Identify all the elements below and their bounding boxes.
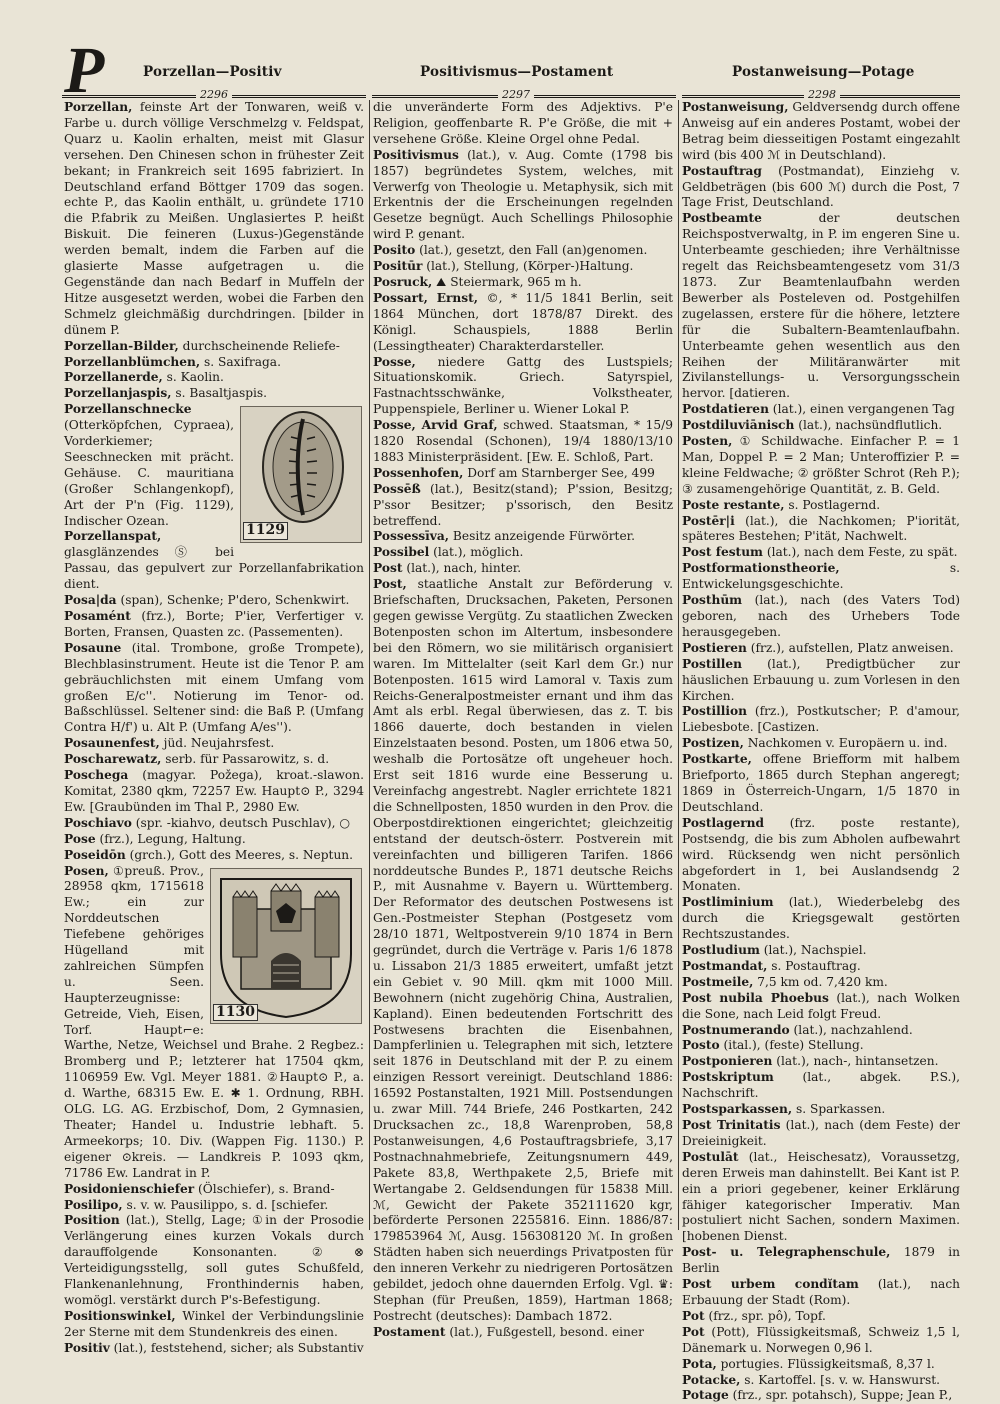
entry-headword: Porzellanerde,	[64, 370, 163, 385]
entry-definition: Besitz anzeigende Fürwörter.	[449, 529, 636, 544]
dictionary-entry	[373, 545, 673, 561]
dictionary-entry	[682, 1118, 960, 1150]
entry-headword: Postponieren	[682, 1054, 773, 1069]
dictionary-entry	[64, 1341, 364, 1357]
entry-definition: (frz.), aufstellen, Platz anweisen.	[746, 640, 954, 655]
entry-headword: Postieren	[682, 640, 747, 655]
dictionary-entry	[64, 339, 364, 355]
dictionary-entry	[64, 386, 364, 402]
page-number-left: 2296	[196, 88, 232, 101]
entry-headword: Postbeamte	[682, 211, 762, 226]
entry-headword: Postauftrag	[682, 163, 762, 178]
column-divider-1	[369, 100, 370, 1230]
dictionary-entry	[682, 1309, 960, 1325]
dictionary-entry	[373, 466, 673, 482]
column-divider-2	[678, 100, 679, 1230]
entry-definition: (lat.), v. Aug. Comte (1798 bis 1857) begründetes System, welches, mit Verwerfg von Theologie u. Metaphysik, sich mit Erkentnis der die Erscheinungen regelnden Gesetze begnügt. Auch Schellings Philosophie wird P. genant.	[373, 147, 673, 242]
dictionary-entry	[64, 736, 364, 752]
dictionary-entry	[64, 848, 364, 864]
entry-definition: (lat.), Wiederbelebg des durch die Kriegsgewalt gestörten Rechtszustandes.	[682, 895, 960, 942]
entry-headword: Positiv	[64, 1340, 110, 1355]
dictionary-entry	[682, 1373, 960, 1389]
entry-definition: s. Postauftrag.	[767, 958, 861, 973]
entry-definition: (lat.), möglich.	[429, 545, 524, 560]
figure-1129	[240, 406, 362, 543]
entry-definition: schwed. Staatsman, * 15/9 1820 Rosendal (Schonen), 19/4 1880/13/10 1883 Ministerpräsident. [Ew. E. Schloß, Part.	[373, 418, 673, 464]
page-letter: P	[64, 34, 105, 107]
entry-definition: (lat.), die Nachkomen; P'iorität, späteres Bestehen; P'ität, Nachwelt.	[682, 513, 960, 544]
entry-headword: Postillion	[682, 704, 747, 719]
entry-definition: 1879 in Berlin	[682, 1245, 960, 1276]
entry-definition: (lat.), nach (des Vaters Tod) geboren, nach des Urhebers Tode herausgegeben.	[682, 593, 960, 639]
entry-headword: Poschiavo	[64, 815, 132, 830]
entry-headword: Postmandat,	[682, 958, 768, 973]
entry-definition: (Postmandat), Einziehg v. Geldbeträgen (bis 600 ℳ) durch die Post, 7 Tage Frist, Deutschland.	[682, 163, 960, 210]
entry-definition: serb. für Passarowitz, s. d.	[161, 752, 330, 767]
entry-definition: (lat.), Stellung, (Körper-)Haltung.	[422, 259, 634, 274]
dictionary-entry	[682, 1277, 960, 1309]
entry-headword: Posruck,	[373, 274, 433, 289]
dictionary-entry	[373, 529, 673, 545]
entry-definition: (ital. Trombone, große Trompete), Blechblasinstrument. Heute ist die Tenor P. am gebräuchlichsten mit einem Umfang vom großen E/c''. Notierung im Tenor- od. Baßschlüssel. Seltener sind: die Baß P. (Umfang Contra H/f') u. Alt P. (Umfang A/es'').	[64, 640, 364, 735]
dictionary-entry	[682, 1357, 960, 1373]
entry-definition: (frz. poste restante), Postsendg, die bis zum Abholen aufbewahrt wird. Rücksendg wen nicht persönlich abgefordert in 1, bei Auslandsendg 2 Monaten.	[682, 815, 960, 894]
entry-headword: Posaunenfest,	[64, 736, 160, 751]
entry-definition: 7,5 km od. 7,420 km.	[753, 974, 888, 989]
dictionary-entry	[682, 100, 960, 164]
entry-headword: Possibel	[373, 545, 430, 560]
entry-headword: Post nubila Phoebus	[682, 990, 829, 1005]
entry-headword: Possart, Ernst,	[373, 290, 478, 305]
dictionary-entry	[682, 959, 960, 975]
entry-definition: (lat., Heischesatz), Voraussetzg, deren Erweis man dahinstellt. Bei Kant ist P. ein a priori gegebener, keiner Erklärung fähiger kategorischer Imperativ. Man postuliert nicht Sachen, sondern Maximen. [hobenen Dienst.	[682, 1149, 960, 1244]
dictionary-entry	[373, 418, 673, 466]
entry-headword: Post Trinitatis	[682, 1118, 781, 1132]
entry-headword: Posilipo,	[64, 1197, 123, 1212]
entry-definition: s. Kartoffel. [s. v. w. Hanswurst.	[740, 1372, 940, 1387]
entry-definition: jüd. Neujahrsfest.	[159, 736, 275, 751]
entry-headword: Postanweisung,	[682, 100, 789, 114]
dictionary-entry	[64, 641, 364, 736]
entry-headword: Postmeile,	[682, 974, 754, 989]
entry-definition: niedere Gattg des Lustspiels; Situationskomik. Griech. Satyrspiel, Fastnachtsschwänke, Volkstheater, Puppenspiele, Berliner u. Wiener Lokal P.	[373, 354, 673, 417]
entry-headword: Posa|da	[64, 593, 117, 608]
entry-definition: (frz., spr. pô), Topf.	[704, 1308, 826, 1323]
entry-headword: Postlagernd	[682, 815, 765, 830]
header-middle: Positivismus—Postament	[420, 64, 614, 80]
page-number-middle: 2297	[498, 88, 534, 101]
entry-headword: Poscharewatz,	[64, 752, 162, 767]
entry-headword: Postillen	[682, 656, 742, 671]
dictionary-entry	[64, 1213, 364, 1308]
dictionary-entry	[682, 1102, 960, 1118]
entry-definition: (lat.), Stellg, Lage; ①in der Prosodie Verlängerung eines kurzen Vokals durch darauffolgende Konsonanten. ②⊗ Verteidigungsstellg, soll gutes Schußfeld, Flankenanlehnung, Fronthindernis haben, womögl. verstärkt durch P's-Befestigung.	[64, 1213, 364, 1307]
dictionary-entry	[682, 991, 960, 1023]
entry-definition: (lat.), gesetzt, den Fall (an)genomen.	[415, 243, 648, 258]
dictionary-entry	[64, 1198, 364, 1214]
entry-definition: (frz.), Postkutscher; P. d'amour, Liebesbote. [Castizen.	[682, 704, 960, 735]
entry-definition: (frz., spr. potahsch), Suppe; Jean P.,	[728, 1388, 953, 1403]
page-number-right: 2298	[804, 88, 840, 101]
entry-headword: Postskriptum	[682, 1070, 774, 1085]
dictionary-entry	[682, 1038, 960, 1054]
entry-definition: (lat.), nach dem Feste, zu spät.	[762, 545, 958, 560]
entry-definition: (ital.), (feste) Stellung.	[719, 1038, 864, 1053]
entry-definition: ①preuß. Prov., 28958 qkm, 1715618 Ew.; ein zur Norddeutschen Tiefebene gehöriges Hügelland mit zahlreichen Sümpfen u. Seen. Haupterzeugnisse: Getreide, Vieh, Eisen, Torf. Haupt⌐e: Warthe, Netze, Weichsel und Brahe. 2 Regbez.: Bromberg und P.; letzterer hat 17504 qkm, 1106959 Ew. Vgl. Meyer 1881. ②Haupt⊙ P., a. d. Warthe, 68315 Ew. E. ✱ 1. Ordnung, RBH. OLG. LG. AG. Erzbischof, Dom, 2 Gymnasien, Theater; Handel u. Industrie lebhaft. 5. Armeekorps; 10. Div. (Wappen Fig. 1130.) P. eigener ⊙kreis. — Landkreis P. 1093 qkm, 71786 Ew. Landrat in P.	[64, 863, 364, 1180]
entry-headword: Posen,	[64, 863, 109, 878]
entry-headword: Posito	[373, 243, 416, 258]
entry-definition: s. Sparkassen.	[792, 1102, 886, 1117]
entry-headword: Porzellanschnecke	[64, 402, 192, 417]
entry-headword: Porzellanjaspis,	[64, 386, 172, 401]
entry-definition: (lat.), nachsündflutlich.	[794, 418, 943, 433]
figure-number: 1130	[213, 1004, 258, 1022]
entry-definition: (magyar. Požega), kroat.-slawon. Komitat, 2380 qkm, 72257 Ew. Haupt⊙ P., 3294 Ew. [Graubünden im Thal P., 2980 Ew.	[64, 768, 364, 814]
entry-headword: Posthūm	[682, 593, 743, 608]
dictionary-entry	[682, 211, 960, 402]
entry-definition: (grch.), Gott des Meeres, s. Neptun.	[125, 847, 354, 862]
entry-headword: Potage	[682, 1388, 729, 1403]
entry-definition: ① Schildwache. Einfacher P. = 1 Man, Doppel P. = 2 Man; Unteroffizier P. = kleine Feldwache; ② größter Schrot (Reh P.); ③ zusamengehörige Quantität, z. B. Geld.	[682, 434, 960, 496]
dictionary-entry	[64, 370, 364, 386]
dictionary-entry	[682, 545, 960, 561]
dictionary-entry	[682, 1245, 960, 1277]
dictionary-entry	[682, 418, 960, 434]
dictionary-entry	[682, 816, 960, 896]
entry-definition: glasglänzendes Ⓢ bei Passau, das gepulvert zur Porzellanfabrikation dient.	[64, 545, 364, 592]
entry-definition: s. v. w. Pausilippo, s. d. [schiefer.	[122, 1197, 329, 1212]
dictionary-entry	[373, 100, 673, 148]
dictionary-entry	[373, 561, 673, 577]
entry-definition: s. Entwickelungsgeschichte.	[682, 561, 960, 592]
column-middle	[373, 100, 673, 1339]
dictionary-entry	[64, 100, 364, 339]
header-left: Porzellan—Positiv	[143, 64, 282, 80]
entry-headword: Poseidōn	[64, 847, 126, 862]
entry-headword: Postament	[373, 1324, 446, 1339]
entry-headword: Potacke,	[682, 1372, 741, 1387]
entry-headword: Post festum	[682, 545, 763, 560]
dictionary-entry	[682, 402, 960, 418]
entry-definition: (spr. -kiahvo, deutsch Puschlav), ○	[131, 815, 350, 830]
entry-definition: (lat.), nachzahlend.	[789, 1022, 913, 1037]
dictionary-entry	[373, 577, 673, 1325]
entry-headword: Pot	[682, 1324, 705, 1339]
header-right: Postanweisung—Potage	[732, 64, 915, 80]
dictionary-entry	[682, 434, 960, 498]
dictionary-entry	[373, 482, 673, 530]
entry-definition: s. Saxifraga.	[200, 354, 281, 369]
dictionary-entry	[682, 561, 960, 593]
entry-definition: ⛰ Steiermark, 965 m h.	[432, 274, 582, 289]
entry-definition: (lat.), Besitz(stand); P'ssion, Besitzg; P'ssor Besitzer; p'ssorisch, den Besitz betreffend.	[373, 481, 673, 528]
entry-headword: Posidonienschiefer	[64, 1181, 195, 1196]
dictionary-entry	[682, 895, 960, 943]
entry-headword: Pot	[682, 1308, 705, 1323]
dictionary-entry	[682, 657, 960, 705]
entry-definition: (span), Schenke; P'dero, Schenkwirt.	[116, 593, 350, 608]
dictionary-entry	[373, 259, 673, 275]
dictionary-entry	[682, 1388, 960, 1404]
entry-definition: Dorf am Starnberger See, 499	[463, 465, 655, 480]
entry-headword: Post,	[373, 577, 407, 592]
entry-headword: Possessīva,	[373, 529, 450, 544]
entry-definition: s. Basaltjaspis.	[171, 386, 268, 401]
entry-headword: Postdatieren	[682, 402, 769, 417]
dictionary-entry	[682, 1325, 960, 1357]
entry-definition: (lat.), nach Erbauung der Stadt (Rom).	[682, 1277, 960, 1307]
entry-headword: Posaune	[64, 640, 122, 655]
dictionary-entry	[64, 1309, 364, 1341]
entry-headword: Posten,	[682, 434, 733, 449]
entry-headword: Positionswinkel,	[64, 1308, 176, 1323]
dictionary-entry	[64, 832, 364, 848]
entry-definition: (frz.), Legung, Haltung.	[95, 831, 246, 846]
dictionary-entry	[64, 768, 364, 816]
entry-definition: (frz.), Borte; P'ier, Verfertiger v. Borten, Fransen, Quasten zc. (Passementen).	[64, 609, 364, 639]
dictionary-entry	[682, 975, 960, 991]
entry-definition: s. Postlagernd.	[784, 497, 881, 512]
entry-definition: offene Briefform mit halbem Briefporto, 1865 durch Stephan angeregt; 1869 in Österreich-Ungarn, 1/5 1870 in Deutschland.	[682, 752, 960, 814]
entry-definition: staatliche Anstalt zur Beförderung v. Briefschaften, Drucksachen, Paketen, Personen gegen gewisse Vergütg. Zu staatlichen Zwecken Botenposten schon im Altertum, insbesondere bei den Römern, wo sie militärisch organisiert waren. Im Mittelalter (seit Karl dem Gr.) nur Botenposten. 1615 wird Lamoral v. Taxis zum Reichs-Generalpostmeister ernant und ihm das Amt als erbl. Regal überwiesen, das z. T. bis 1866 dauerte, doch bestanden in vielen Einzelstaaten besond. Posten, um 1806 etwa 50, weshalb die Portosätze oft ungeheuer hoch. Erst seit 1816 wurde eine Besserung u. Vereinfachg angestrebt. Nagler errichtete 1821 die Schnellposten, 1850 wurden in den Prov. die Oberpostdirektionen eingerichtet; gleichzeitig entstand der deutsch-österr. Postverein mit vereinfachten und billigeren Tarifen. 1866 norddeutsche Bundes P., 1871 deutsche Reichs P., mit Ausnahme v. Bayern u. Württemberg. Der Reformator des deutschen Postwesens ist Gen.-Postmeister Stephan (Postgesetz vom 28/10 1871, Weltpostverein 9/10 1874 in Bern gegründet, durch die Verträge v. Paris 1/6 1878 u. Lissabon 21/3 1885 erweitert, umfaßt jetzt ein Gebiet v. 90 Mill. qkm mit 1000 Mill. Bewohnern (nicht zugehörig China, Australien, Kapland). Einen bedeutenden Fortschritt des Postwesens brachten die Eisenbahnen, Dampferlinien u. Telegraphen mit sich, letztere seit 1876 in Deutschland mit der P. zu einem einzigen Ressort vereinigt. Deutschland 1886: 16592 Postanstalten, 1921 Mill. Postsendungen u. zwar Mill. 744 Briefe, 246 Postkarten, 242 Drucksachen zc., 18,8 Warenproben, 58,8 Postanweisungen, 4,6 Postauftragsbriefe, 3,17 Postnachnahmebriefe, Zeitungsnumern 449, Pakete 83,8, Werthpakete 2,5, Briefe mit Wertangabe 2. Geldsendungen für 15838 Mill. ℳ, Gewicht der Pakete 352111620 kgr, beförderte Personen 2255816. Einn. 1886/87: 179853964 ℳ, Ausg. 156308120 ℳ. In großen Städten haben sich neuerdings Privatposten für den inneren Verkehr zu niedrigeren Portosätzen gebildet, jedoch ohne dauernden Erfolg. Vgl. ♛: Stephan (für Preußen, 1859), Hartman 1868; Postrecht (deutsches): Dambach 1872.	[373, 577, 673, 1323]
entry-headword: Position	[64, 1213, 120, 1228]
entry-definition: die unveränderte Form des Adjektivs. P'e Religion, geoffenbarte R. P'e Größe, die mit + versehene Größe. Kleine Orgel ohne Pedal.	[373, 100, 673, 146]
dictionary-entry	[64, 816, 364, 832]
entry-headword: Posto	[682, 1038, 720, 1053]
entry-definition: (lat.), feststehend, sicher; als Substantiv	[109, 1340, 364, 1355]
entry-definition: Winkel der Verbindungslinie 2er Sterne mit dem Stundenkreis des einen.	[64, 1308, 364, 1339]
entry-headword: Postdiluviānisch	[682, 418, 795, 433]
dictionary-entry	[682, 164, 960, 212]
entry-definition: (lat.), Nachspiel.	[759, 943, 867, 958]
dictionary-entry	[64, 355, 364, 371]
dictionary-entry	[682, 514, 960, 546]
entry-headword: Postizen,	[682, 736, 744, 751]
coat-of-arms-icon	[211, 869, 361, 1024]
entry-definition: (Otterköpfchen, Cypraea), Vorderkiemer; Seeschnecken mit prächt. Gehäuse. C. mauritiana (Großer Schlangenkopf), Art der P'n (Fig. 1129), Indischer Ozean.	[64, 418, 234, 528]
entry-headword: Post- u. Telegraphenschule,	[682, 1245, 891, 1260]
entry-definition: Nachkomen v. Europäern u. ind.	[743, 736, 948, 751]
figure-number: 1129	[243, 522, 288, 540]
entry-headword: Postnumerando	[682, 1022, 790, 1037]
entry-headword: Posse,	[373, 354, 416, 369]
entry-headword: Postulāt	[682, 1149, 739, 1164]
dictionary-entry	[682, 1054, 960, 1070]
dictionary-entry	[682, 736, 960, 752]
entry-headword: Postēr|i	[682, 513, 735, 528]
dictionary-entry	[682, 593, 960, 641]
column-left	[64, 100, 364, 1355]
dictionary-entry	[64, 864, 364, 1182]
entry-definition: Geldversendg durch offene Anweisg auf ein anderes Postamt, wobei der Betrag beim diesseitigen Postamt eingezahlt wird (bis 400 ℳ in Deutschland).	[682, 100, 960, 162]
entry-headword: Post urbem condĭtam	[682, 1277, 859, 1292]
entry-definition: (lat., abgek. P.S.), Nachschrift.	[682, 1070, 960, 1101]
entry-headword: Posse, Arvid Graf,	[373, 418, 498, 433]
figure-1130	[210, 868, 362, 1025]
entry-headword: Postsparkassen,	[682, 1102, 793, 1117]
entry-headword: Postformationstheorie,	[682, 561, 840, 576]
dictionary-entry	[373, 275, 673, 291]
entry-definition: (lat.), nach (dem Feste) der Dreieinigkeit.	[682, 1118, 960, 1148]
entry-definition: s. Kaolin.	[162, 370, 224, 385]
dictionary-entry	[64, 593, 364, 609]
entry-headword: Postliminium	[682, 895, 774, 910]
entry-definition: ©, * 11/5 1841 Berlin, seit 1864 München, dort 1878/87 Direkt. des Königl. Schauspiels, 1888 Berlin (Lessingtheater) Charakterdarsteller.	[373, 290, 673, 353]
entry-headword: Post	[373, 561, 403, 576]
entry-definition: (lat.), nach-, hintansetzen.	[772, 1054, 939, 1069]
entry-headword: Porzellanblümchen,	[64, 354, 201, 369]
entry-definition: portugies. Flüssigkeitsmaß, 8,37 l.	[716, 1356, 935, 1371]
entry-definition: (Ölschiefer), s. Brand-	[194, 1181, 335, 1196]
entry-headword: Pota,	[682, 1356, 717, 1371]
entry-definition: der deutschen Reichspostverwaltg, in P. im engeren Sine u. Unterbeamte geschieden; ihre Verhältnisse regelt das Reichsbeamtengesetz vom 31/3 1873. Zur Beamtenlaufbahn werden Bewerber als Posteleven od. Postgehilfen zugelassen, erstere für die höhere, letztere für die Subaltern-Beamtenlaufbahn. Unterbeamte gehen wesentlich aus den Reihen der Militäranwärter mit Zivilanstellungs- u. Versorgungsschein hervor. [datieren.	[682, 211, 960, 401]
entry-definition: durchscheinende Reliefe-	[178, 338, 340, 353]
entry-headword: Possenhofen,	[373, 465, 464, 480]
dictionary-entry	[682, 641, 960, 657]
dictionary-entry	[682, 1150, 960, 1245]
entry-definition: (lat.), einen vergangenen Tag	[768, 402, 955, 417]
dictionary-entry	[682, 704, 960, 736]
entry-headword: Poste restante,	[682, 497, 785, 512]
entry-headword: Positivismus	[373, 147, 459, 162]
entry-headword: Postkarte,	[682, 752, 752, 767]
entry-headword: Pose	[64, 831, 96, 846]
dictionary-entry	[373, 1325, 673, 1341]
dictionary-entry	[373, 291, 673, 355]
entry-headword: Posamént	[64, 609, 131, 623]
entry-definition: (lat.), nach Wolken die Sone, nach Leid folgt Freud.	[682, 990, 960, 1021]
entry-definition: (Pott), Flüssigkeitsmaß, Schweiz 1,5 l, Dänemark u. Norwegen 0,96 l.	[682, 1324, 960, 1355]
entry-headword: Porzellanspat,	[64, 529, 162, 544]
dictionary-entry	[682, 1023, 960, 1039]
dictionary-entry	[682, 1070, 960, 1102]
dictionary-entry	[373, 355, 673, 419]
entry-headword: Poschega	[64, 768, 129, 783]
dictionary-entry	[64, 609, 364, 641]
entry-definition: (lat.), Predigtbücher zur häuslichen Erbauung u. zum Vorlesen in den Kirchen.	[682, 656, 960, 703]
entry-headword: Porzellan,	[64, 100, 133, 114]
dictionary-entry	[682, 943, 960, 959]
entry-definition: (lat.), Fußgestell, besond. einer	[445, 1324, 644, 1339]
dictionary-entry	[682, 498, 960, 514]
column-right	[682, 100, 960, 1403]
entry-definition: (lat.), nach, hinter.	[402, 561, 522, 576]
dictionary-entry	[682, 752, 960, 816]
dictionary-entry	[64, 752, 364, 768]
entry-headword: Postludium	[682, 943, 760, 958]
entry-headword: Positūr	[373, 259, 423, 274]
entry-headword: Porzellan-Bilder,	[64, 338, 179, 353]
entry-headword: Possēß	[373, 481, 421, 496]
dictionary-entry	[373, 148, 673, 243]
dictionary-entry	[373, 243, 673, 259]
entry-definition: feinste Art der Tonwaren, weiß v. Farbe u. durch völlige Verschmelzg v. Feldspat, Quarz u. Kaolin erhalten, meist mit Glasur versehen. Den Chinesen schon in frühester Zeit bekant; in Frankreich seit 1695 fabriziert. In Deutschland erfand Böttger 1709 das sogen. echte P., das Kaolin enthält, u. gründete 1710 die P.fabrik zu Meißen. Unglasiertes P. heißt Biskuit. Die feineren (Luxus-)Gegenstände werden bemalt, indem die Farben auf die glasierte Masse aufgetragen u. die Gegenstände dan nach Bedarf in Muffeln der Hitze ausgesetzt werden, wobei die Farben den Schmelz gleichmäßig durchdringen. [bilder in dünem P.	[64, 100, 364, 337]
dictionary-entry	[64, 1182, 364, 1198]
